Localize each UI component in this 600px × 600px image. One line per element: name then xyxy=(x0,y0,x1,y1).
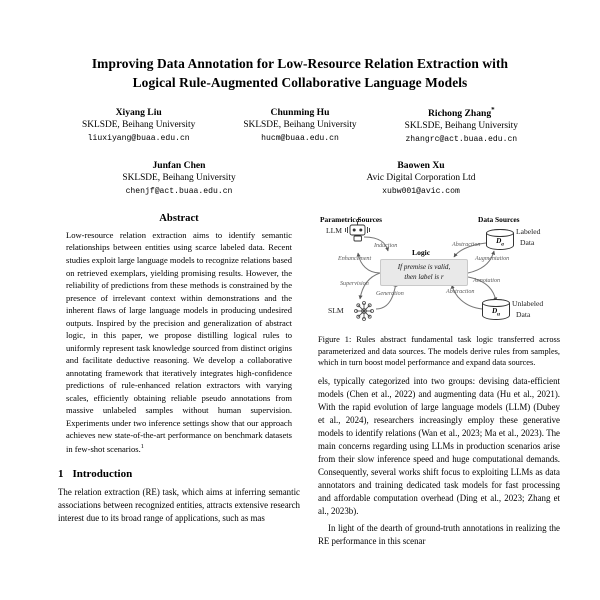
body-columns xyxy=(0,213,600,548)
paper-title-line-2: Logical Rule-Augmented Collaborative Language Models xyxy=(132,75,468,91)
figure-edge-label-generation: Generation xyxy=(376,290,404,297)
unlabeled-data-symbol-sub: u xyxy=(497,311,501,318)
author-name xyxy=(58,106,219,119)
title-block xyxy=(0,0,600,92)
labeled-data-label-line-2: Data xyxy=(520,237,535,247)
page-title xyxy=(62,54,538,92)
author-email: hucm@buaa.edu.cn xyxy=(261,134,339,144)
author-affiliation: SKLSDE, Beihang University xyxy=(122,172,236,183)
authors-row-1 xyxy=(0,106,600,146)
author-name-text: Baowen Xu xyxy=(397,159,445,171)
unlabeled-data-symbol xyxy=(483,307,509,317)
author-email: chenjf@act.buaa.edu.cn xyxy=(125,186,233,196)
author-name xyxy=(219,106,380,119)
author-email: zhangrc@act.buaa.edu.cn xyxy=(405,135,518,145)
abstract-heading: Abstract xyxy=(159,212,199,224)
slm-snowflake-icon xyxy=(355,301,374,320)
figure-logic-line-1: If premise is valid, xyxy=(397,262,451,271)
figure-node-label-slm: SLM xyxy=(328,305,344,315)
abstract-body xyxy=(58,229,300,455)
labeled-data-symbol-text: D xyxy=(496,237,502,246)
section-title: Introduction xyxy=(72,468,133,481)
author-email: liuxiyang@buaa.edu.cn xyxy=(87,134,190,144)
author-name xyxy=(300,159,542,172)
author-name-text: Junfan Chen xyxy=(152,159,206,171)
labeled-data-label-line-1: Labeled xyxy=(516,226,541,236)
figure-edge-label-abstraction-bottom: Abstraction xyxy=(446,288,475,295)
right-column-paragraph-new: In light of the dearth of ground-truth annotations in realizing the RE performance in this scenar xyxy=(318,523,560,547)
left-column xyxy=(58,213,300,548)
author-block xyxy=(58,106,219,146)
abstract-footnote-marker: 1 xyxy=(140,442,144,450)
corresponding-author-marker: * xyxy=(491,106,495,115)
figure-edge-label-augmentation: Augmentation xyxy=(475,255,510,262)
authors-row-2 xyxy=(0,159,600,197)
author-block xyxy=(381,106,542,146)
labeled-data-symbol-sub: a xyxy=(501,241,504,248)
unlabeled-data-cylinder-icon xyxy=(482,299,510,320)
author-block xyxy=(219,106,380,146)
paper-title-line-1: Improving Data Annotation for Low-Resource Relation Extraction with xyxy=(91,56,509,71)
figure-heading-data-sources: Data Sources xyxy=(478,214,520,224)
figure-edge-label-enhancement: Enhancement xyxy=(338,255,372,262)
author-name xyxy=(58,159,300,172)
author-name-text: Chunming Hu xyxy=(270,107,330,119)
author-email: xubw001@avic.com xyxy=(382,186,460,196)
labeled-data-symbol xyxy=(487,237,513,247)
figure-logic-box xyxy=(380,259,468,286)
unlabeled-data-label-line-1: Unlabeled xyxy=(512,298,544,308)
section-number: 1 xyxy=(58,468,64,481)
abstract-text: Low-resource relation extraction aims to identify semantic relationships between entities using scarce labeled data. Recent studies exploit large language models to recognize relations based on retrieved exemplars, yielding promising results. However, the reliability of predictions from these methods is constrained by the presence of irrelevant context within demonstrations and the inherent flaws of large language models in producing undesired outputs. Inspired by the precision and generalization of abstract logic, in this paper, we propose distilling logical rules to uniformly represent task knowledge sourced from distinct origins and facilitate deductive reasoning. We develop a collaborative annotating framework that iteratively integrates high-confidence predictions of rule-enhanced relation extractors with varying scales, efficiently obtaining reliable pseudo annotations from massive unlabeled samples without human supervision. Experiments under two inference settings show that our approach achieves new state-of-the-art performance on benchmark datasets in few-shot scenarios. xyxy=(66,229,292,454)
author-block xyxy=(58,159,300,197)
right-column xyxy=(318,213,560,548)
right-column-paragraph-continued: els, typically categorized into two groups: devising data-efficient models (Chen et al., 2022) and augmenting data (Hu et al., 2021). With the rapid evolution of large language models (LLM) (Dubey et al., 2024), researchers increasingly employ these generative models to identify relations (Wan et al., 2023; Ma et al., 2023). The main concerns regarding using LLMs in production scenarios arise from their slow inference speed and huge computational demands. Consequently, several works shift focus to exploiting LLMs as data annotators and training dedicated task models for fast processing and affordable computation overhead (Ding et al., 2023; Zhang et al., 2023b). xyxy=(318,375,560,516)
figure-1-canvas xyxy=(318,215,560,328)
author-block xyxy=(300,159,542,197)
author-name-text: Richong Zhang xyxy=(427,108,492,120)
figure-edge-label-supervision: Supervision xyxy=(340,280,369,287)
section-heading-introduction xyxy=(58,468,300,480)
author-name xyxy=(381,106,542,120)
figure-logic-title: Logic xyxy=(412,247,431,257)
labeled-data-cylinder-icon xyxy=(486,229,514,250)
figure-edge-label-induction: Induction xyxy=(374,242,398,249)
author-affiliation: SKLSDE, Beihang University xyxy=(82,120,196,131)
author-affiliation: SKLSDE, Beihang University xyxy=(243,120,357,131)
unlabeled-data-symbol-text: D xyxy=(491,307,498,316)
figure-heading-parametric-sources: Parametric Sources xyxy=(320,214,383,224)
unlabeled-data-label-line-2: Data xyxy=(516,309,531,319)
author-affiliation: SKLSDE, Beihang University xyxy=(404,121,518,132)
introduction-paragraph-1: The relation extraction (RE) task, which aims at inferring semantic associations between recognized entities, attracts extensive research interest due to its broad range of applications, such as mas xyxy=(58,487,300,523)
figure-edge-label-annotation: Annotation xyxy=(473,277,501,284)
figure-edge-label-abstraction-top: Abstraction xyxy=(452,241,481,248)
figure-1 xyxy=(318,215,560,369)
figure-node-label-llm: LLM xyxy=(326,225,343,235)
author-affiliation: Avic Digital Corporation Ltd xyxy=(366,172,476,183)
figure-logic-line-2: then label is r xyxy=(404,272,444,281)
figure-1-caption: Figure 1: Rules abstract fundamental task logic transferred across parameterized and data sources. The models derive rules from samples, which in turn boost model performance and expand data sources. xyxy=(318,334,560,368)
author-name-text: Xiyang Liu xyxy=(115,107,162,119)
